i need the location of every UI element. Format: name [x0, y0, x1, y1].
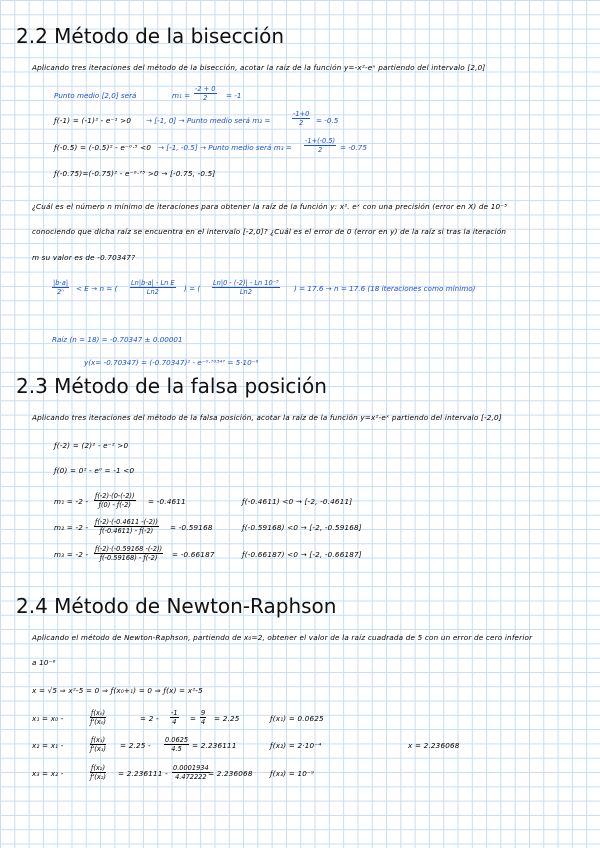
- newton-x3-fraction: ƒ(x₂) ƒ'(x₂): [90, 764, 106, 782]
- n-substitution-fraction: Ln|0 - (-2)| - Ln 10⁻⁵ Ln2: [213, 279, 279, 297]
- biseccion-iter3: ƒ(-0.75)=(-0.75)² - e⁻⁰·⁷⁵ >0 → [-0.75, -0.5]: [54, 169, 216, 178]
- falsa-m3-result: = -0.66187: [172, 550, 215, 559]
- newton-x2-fraction: ƒ(x₁) ƒ'(x₁): [90, 736, 106, 754]
- newton-x3-result: = 2.236068: [208, 769, 253, 778]
- biseccion-m3-fraction: -1+(-0.5) 2: [305, 137, 336, 155]
- section-title-newton-raphson: 2.4 Método de Newton-Raphson: [16, 594, 337, 618]
- n-formula-mid: ) = (: [184, 284, 201, 293]
- biseccion-m1-lhs: m₁ =: [172, 91, 191, 100]
- falsa-posicion-f-menos2: ƒ(-2) = (2)² - e⁻² >0: [54, 441, 129, 450]
- newton-x1-error: ƒ(x₁) = 0.0625: [270, 714, 324, 723]
- biseccion-iter2-eval: ƒ(-0.5) = (-0.5)² - e⁻⁰·⁵ <0: [54, 143, 152, 152]
- falsa-m3-lhs: m₃ = -2 -: [54, 550, 89, 559]
- error-y-result: y(x= -0.70347) = (-0.70347)² - e⁻⁰·⁷⁰³⁴⁷ = 5·10⁻⁶: [84, 358, 259, 367]
- newton-x2-result: = 2.236111: [192, 741, 237, 750]
- newton-x3-lhs: x₃ = x₂ -: [32, 769, 64, 778]
- biseccion-m2-result: = -0.5: [316, 116, 339, 125]
- biseccion-punto-medio-label: Punto medio [2,0] será: [54, 91, 137, 100]
- newton-x3-fraction-2: 0.0001934 4.472222: [173, 764, 209, 782]
- falsa-m1-result: = -0.4611: [148, 497, 186, 506]
- falsa-m1-fraction: ƒ(-2)·(0-(-2)) ƒ(0) - ƒ(-2): [95, 492, 135, 510]
- newton-x2-fraction-2: 0.0625 4.5: [165, 736, 189, 754]
- newton-final-answer: x = 2.236068: [408, 741, 460, 750]
- newton-prompt-2: a 10⁻⁶: [32, 658, 56, 667]
- section-title-falsa-posicion: 2.3 Método de la falsa posición: [16, 374, 327, 398]
- newton-setup: x = √5 ⇒ x²-5 = 0 ⇒ ƒ(x₀+₁) = 0 ⇒ ƒ(x) = x²-5: [32, 686, 203, 695]
- pregunta-linea-2: conociendo que dicha raíz se encuentra en el intervalo [-2,0]? ¿Cuál es el error de 0 (error en y) de la raíz si tras la iteración: [32, 227, 507, 236]
- newton-x3-eq: = 2.236111 -: [118, 769, 168, 778]
- section-title-biseccion: 2.2 Método de la bisección: [16, 24, 285, 48]
- biseccion-iter1-interval: → [-1, 0] → Punto medio será m₂ =: [146, 116, 271, 125]
- biseccion-m3-result: = -0.75: [340, 143, 367, 152]
- n-result: ) = 17.6 → n = 17.6 (18 iteraciones como mínimo): [294, 284, 476, 293]
- newton-x1-fraction-2: -1 4: [171, 709, 178, 727]
- newton-x1-fraction: ƒ(x₀) ƒ'(x₀): [90, 709, 106, 727]
- falsa-posicion-prompt: Aplicando tres iteraciones del método de la falsa posición, acotar la raíz de la función y=x²-eˣ partiendo del intervalo [-2,0]: [32, 413, 502, 422]
- falsa-posicion-f-0: ƒ(0) = 0² - e⁰ = -1 <0: [54, 466, 135, 475]
- biseccion-m2-fraction: -1+0 2: [293, 110, 310, 128]
- falsa-m2-fraction: ƒ(-2)·(-0.4611 -(-2)) ƒ(-0.4611) - ƒ(-2): [95, 518, 158, 536]
- biseccion-m1-fraction: -2 + 0 2: [195, 85, 216, 103]
- newton-x1-lhs: x₁ = x₀ -: [32, 714, 64, 723]
- biseccion-iter1-eval: ƒ(-1) = (-1)² - e⁻¹ >0: [54, 116, 132, 125]
- newton-prompt-1: Aplicando el método de Newton-Raphson, partiendo de x₀=2, obtener el valor de la raíz cuadrada de 5 con un error de cero inferior: [32, 633, 533, 642]
- newton-x2-error: ƒ(x₂) = 2·10⁻⁴: [270, 741, 322, 750]
- newton-x1-fraction-3: 9 4: [201, 709, 206, 727]
- falsa-m2-lhs: m₂ = -2 -: [54, 523, 89, 532]
- n-formula-fraction: Ln|b-a| - Ln E Ln2: [131, 279, 175, 297]
- pregunta-linea-3: m su valor es de -0.70347?: [32, 253, 136, 262]
- falsa-m2-interval: ƒ(-0.59168) <0 → [-2, -0.59168]: [242, 523, 362, 532]
- biseccion-m1-result: = -1: [226, 91, 242, 100]
- falsa-m3-interval: ƒ(-0.66187) <0 → [-2, -0.66187]: [242, 550, 362, 559]
- cota-error-fraction: |b-a| 2ⁿ: [53, 279, 69, 297]
- biseccion-prompt: Aplicando tres iteraciones del método de la bisección, acotar la raiz de la función y=-x²-eˣ partiendo del intervalo [2,0]: [32, 63, 486, 72]
- cota-error-n: < E → n = (: [76, 284, 118, 293]
- falsa-m1-interval: ƒ(-0.4611) <0 → [-2, -0.4611]: [242, 497, 353, 506]
- newton-x1-eq2: =: [190, 714, 197, 723]
- falsa-m3-fraction: ƒ(-2)·(-0.59168 -(-2)) ƒ(-0.59168) - ƒ(-2): [95, 545, 163, 563]
- newton-x2-eq: = 2.25 -: [120, 741, 151, 750]
- newton-x2-lhs: x₂ = x₁ -: [32, 741, 64, 750]
- biseccion-iter2-interval: → [-1, -0.5] → Punto medio será m₃ =: [158, 143, 292, 152]
- newton-x1-eq: = 2 -: [140, 714, 159, 723]
- pregunta-linea-1: ¿Cuál es el número n mínimo de iteraciones para obtener la raíz de la función y: x². eˣ con una precisión (error en X) de 10⁻⁵: [32, 202, 508, 211]
- falsa-m2-result: = -0.59168: [170, 523, 213, 532]
- falsa-m1-lhs: m₁ = -2 -: [54, 497, 89, 506]
- raiz-result: Raíz (n = 18) = -0.70347 ± 0.00001: [52, 335, 183, 344]
- newton-x1-result: = 2.25: [214, 714, 240, 723]
- newton-x3-error: ƒ(x₃) = 10⁻⁹: [270, 769, 315, 778]
